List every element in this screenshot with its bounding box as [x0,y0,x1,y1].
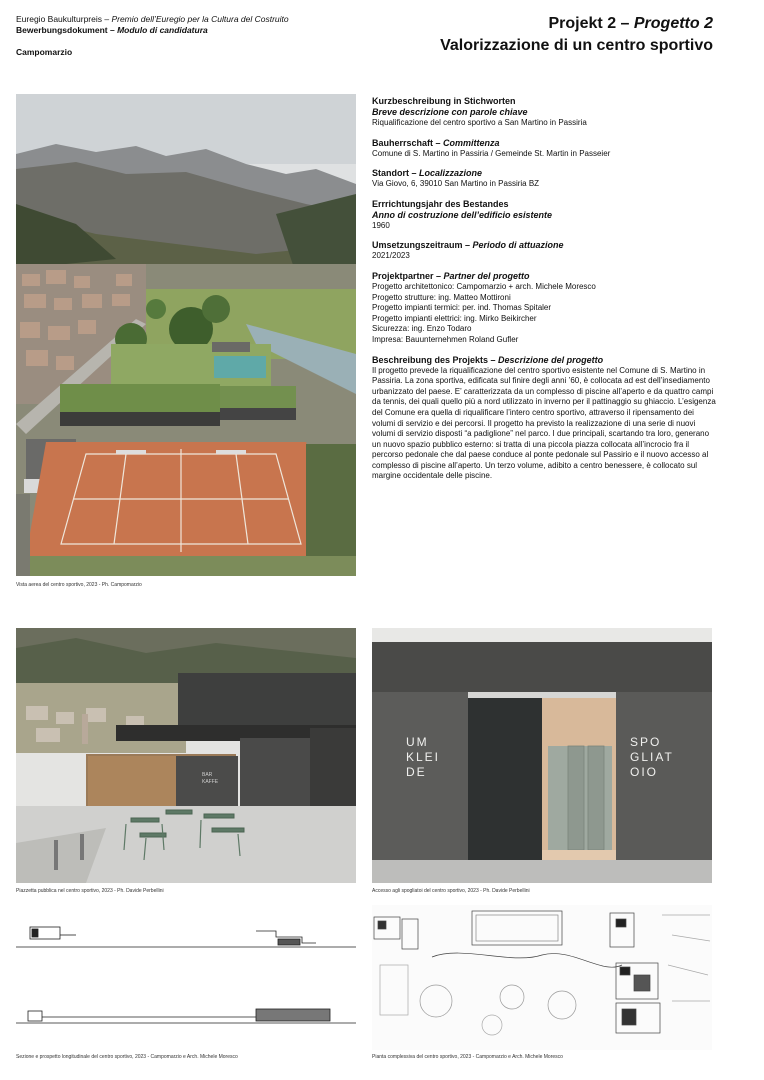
access-illustration [372,628,712,883]
sign-spogliatoio-3: OIO [630,765,659,779]
caption-access: Accesso agli spogliatoi del centro sportivo, 2023 - Ph. Davide Perbellini [372,888,530,894]
partner-line: Impresa: Bauunternehmen Roland Gufler [372,334,519,344]
section-year-body: 1960 [372,220,390,230]
partner-line: Progetto architettonico: Campomarzio + arch. Michele Moresco [372,281,596,291]
section-partners-head: Projektpartner – Partner del progetto [372,270,530,281]
aerial-photo [16,94,356,576]
caption-plan: Pianta complessiva del centro sportivo, 2023 - Campomarzio e Arch. Michele Moresco [372,1054,563,1060]
sign-spogliatoio-2: GLIAT [630,750,674,764]
section-short-sub: Breve descrizione con parole chiave [372,107,528,117]
prize-line [16,14,346,25]
site-plan-lines [372,905,712,1050]
section-client [372,138,717,160]
bar-sign-1: BAR [202,772,213,778]
partner-line: Progetto strutture: ing. Matteo Mottironi [372,292,511,302]
sign-umkleide-3: DE [406,765,427,779]
sign-umkleide-2: KLEI [406,750,441,764]
section-location-head: Standort – Localizzazione [372,168,483,179]
access-photo [372,628,712,883]
doc-line [16,25,346,36]
prize-de: Euregio Baukulturpreis – [16,14,112,24]
partner-line: Progetto impianti elettrici: ing. Mirko Beikircher [372,313,537,323]
section-drawing [16,905,356,1050]
author-name: Campomarzio [16,47,73,57]
caption-section: Sezione e prospetto longitudinale del centro sportivo, 2023 - Campomarzio e Arch. Michele Moresco [16,1054,238,1060]
project-de: Projekt 2 – [548,15,634,32]
section-short-head: Kurzbeschreibung in Stichworten [372,96,516,106]
doc-de: Bewerbungsdokument – [16,25,118,35]
site-plan [372,905,712,1050]
section-partners [372,271,717,346]
piazzetta-photo [16,628,356,883]
sign-spogliatoio-1: SPO [630,735,662,749]
section-period-body: 2021/2023 [372,251,410,261]
section-short-body: Riqualificazione del centro sportivo a San Martino in Passiria [372,118,587,127]
section-location-body: Via Giovo, 6, 39010 San Martino in Passiria BZ [372,179,540,189]
prize-it: Premio dell’Euregio per la Cultura del Costruito [111,14,289,24]
section-elevation-lines [16,905,356,1050]
section-year-head: Errrichtungsjahr des Bestandes [372,198,509,209]
text-column [372,96,717,482]
partner-line: Sicurezza: ing. Enzo Todaro [372,324,472,334]
section-location [372,168,717,190]
doc-it: Modulo di candidatura [117,25,208,35]
bar-sign-2: KAFFE [202,779,219,785]
section-description [372,355,717,483]
project-it: Progetto 2 [633,15,713,32]
section-year [372,199,717,232]
section-client-body: Comune di S. Martino in Passiria / Gemeinde St. Martin in Passeier [372,148,611,158]
piazzetta-illustration [16,628,356,883]
section-year-sub: Anno di costruzione dell’edificio esistente [372,209,553,220]
caption-aerial: Vista aerea del centro sportivo, 2023 - Ph. Campomarzio [16,582,142,588]
aerial-illustration [16,94,356,576]
section-client-head: Bauherrschaft – Committenza [372,137,500,148]
partner-line: Progetto impianti termici: per. ind. Thomas Spitaler [372,303,552,313]
section-description-head: Beschreibung des Projekts – Descrizione del progetto [372,354,604,365]
project-title [353,14,713,33]
section-description-body: Il progetto prevede la riqualificazione del centro sportivo esistente nel Comune di S. Martino in Passiria. La zona sportiva, edificata sul finire degli anni ’60, è collocata ad est dell’insediamento urbanizzato del paese. E’ caratterizzata da un complesso di piscine all’aperto e da quattro campi da tennis, dei quali quello più a nord utilizzato in inverno per il pattinaggio su ghiaccio. L’esigenza del Comune era quella di riqualificare l’intero centro sportivo, attraverso il ripensamento dei volumi di servizio e dei percorsi. Il progetto ha previsto la realizzazione di una serie di nuovi volumi di servizio disposti “a padiglione” nel parco. I due principali, scartando tra loro, generano un nuovo spazio pubblico esterno: si tratta di una piccola piazza collocata all’incrocio fra il percorso pedonale che dal paese conduce al ponte pedonale sul Passirio e il nuovo accesso al complesso di piscine all’aperto. Un terzo volume, adibito a centro benessere, è collocato sul margine occidentale delle piscine. [372,365,716,481]
section-period-head: Umsetzungszeitraum – Periodo di attuazione [372,240,564,251]
project-subtitle: Valorizzazione di un centro sportivo [440,37,713,54]
sign-umkleide-1: UM [406,735,429,749]
caption-piazzetta: Piazzetta pubblica nel centro sportivo, 2023 - Ph. Davide Perbellini [16,888,164,894]
section-period [372,240,717,262]
section-short [372,96,717,129]
